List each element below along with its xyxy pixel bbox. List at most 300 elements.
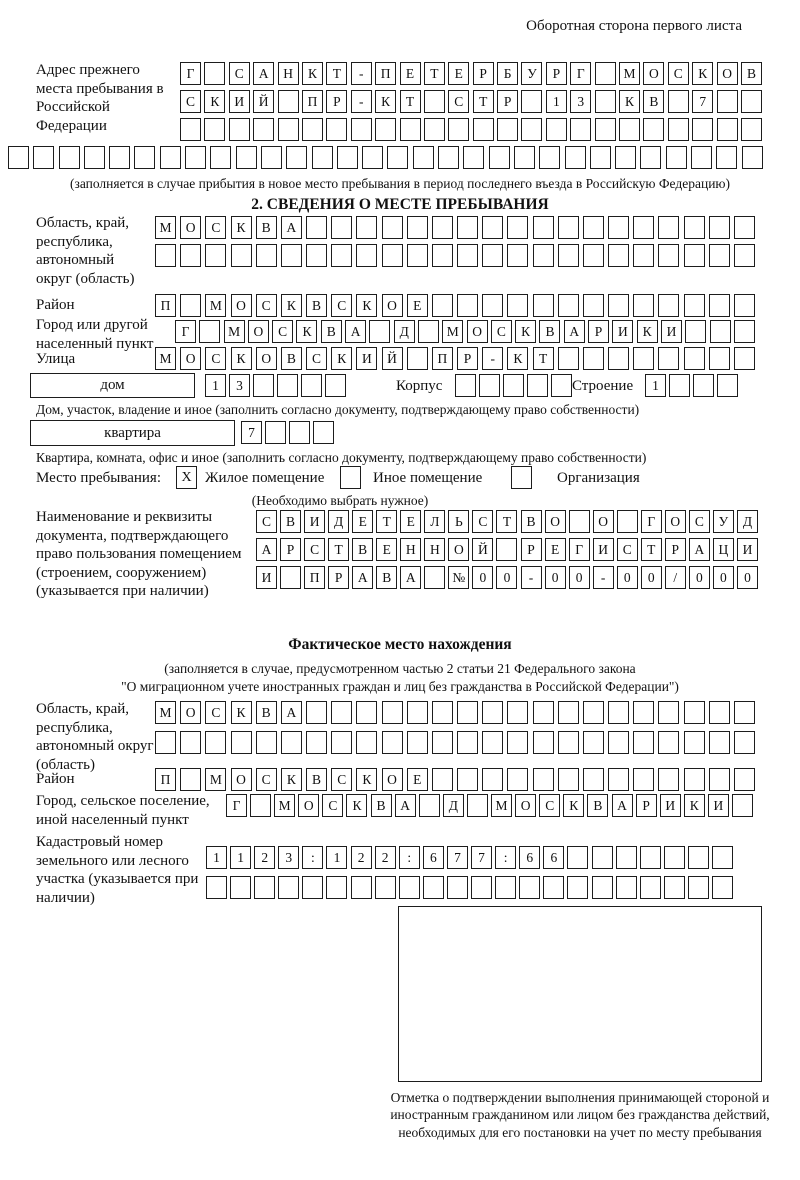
char-cell[interactable]: [664, 876, 685, 899]
char-cell[interactable]: 3: [570, 90, 591, 113]
char-cell[interactable]: [482, 701, 503, 724]
char-cell[interactable]: [204, 62, 225, 85]
char-cell[interactable]: К: [692, 62, 713, 85]
char-cell[interactable]: [608, 701, 629, 724]
char-cell[interactable]: [734, 347, 755, 370]
char-cell[interactable]: [558, 731, 579, 754]
char-cell[interactable]: С: [668, 62, 689, 85]
char-cell[interactable]: В: [521, 510, 542, 533]
char-cell[interactable]: М: [155, 347, 176, 370]
char-cell[interactable]: Е: [448, 62, 469, 85]
char-cell[interactable]: [180, 768, 201, 791]
char-cell[interactable]: [583, 294, 604, 317]
char-cell[interactable]: [432, 244, 453, 267]
char-cell[interactable]: 3: [278, 846, 299, 869]
char-cell[interactable]: [558, 216, 579, 239]
char-cell[interactable]: [684, 731, 705, 754]
char-cell[interactable]: О: [256, 347, 277, 370]
char-cell[interactable]: [407, 244, 428, 267]
char-cell[interactable]: И: [593, 538, 614, 561]
char-cell[interactable]: [407, 216, 428, 239]
char-cell[interactable]: [658, 244, 679, 267]
char-cell[interactable]: [717, 90, 738, 113]
char-cell[interactable]: [633, 768, 654, 791]
char-cell[interactable]: [658, 347, 679, 370]
char-cell[interactable]: К: [302, 62, 323, 85]
char-cell[interactable]: В: [352, 538, 373, 561]
char-cell[interactable]: 0: [617, 566, 638, 589]
char-cell[interactable]: Т: [400, 90, 421, 113]
char-cell[interactable]: [250, 794, 271, 817]
char-cell[interactable]: Д: [394, 320, 415, 343]
char-cell[interactable]: [608, 216, 629, 239]
char-cell[interactable]: [732, 794, 753, 817]
char-cell[interactable]: С: [448, 90, 469, 113]
char-cell[interactable]: [669, 374, 690, 397]
char-cell[interactable]: Р: [636, 794, 657, 817]
char-cell[interactable]: [734, 244, 755, 267]
char-cell[interactable]: 6: [543, 846, 564, 869]
char-cell[interactable]: Е: [376, 538, 397, 561]
char-cell[interactable]: [692, 118, 713, 141]
char-cell[interactable]: Е: [545, 538, 566, 561]
char-cell[interactable]: [482, 244, 503, 267]
char-cell[interactable]: [180, 731, 201, 754]
char-cell[interactable]: В: [306, 294, 327, 317]
char-cell[interactable]: М: [442, 320, 463, 343]
char-cell[interactable]: [592, 846, 613, 869]
char-cell[interactable]: [608, 347, 629, 370]
char-cell[interactable]: [712, 876, 733, 899]
char-cell[interactable]: Д: [443, 794, 464, 817]
char-cell[interactable]: [467, 794, 488, 817]
char-cell[interactable]: [619, 118, 640, 141]
char-cell[interactable]: [684, 768, 705, 791]
char-cell[interactable]: [281, 244, 302, 267]
char-cell[interactable]: 3: [229, 374, 250, 397]
char-cell[interactable]: [691, 146, 712, 169]
char-cell[interactable]: К: [356, 768, 377, 791]
char-cell[interactable]: П: [155, 294, 176, 317]
char-cell[interactable]: [734, 768, 755, 791]
char-cell[interactable]: [482, 216, 503, 239]
char-cell[interactable]: [507, 244, 528, 267]
char-cell[interactable]: [204, 118, 225, 141]
char-cell[interactable]: [519, 876, 540, 899]
char-cell[interactable]: В: [587, 794, 608, 817]
char-cell[interactable]: [424, 566, 445, 589]
char-cell[interactable]: [717, 118, 738, 141]
char-cell[interactable]: [616, 876, 637, 899]
char-cell[interactable]: Н: [278, 62, 299, 85]
char-cell[interactable]: [569, 510, 590, 533]
char-cell[interactable]: [558, 294, 579, 317]
char-cell[interactable]: И: [229, 90, 250, 113]
char-cell[interactable]: [633, 347, 654, 370]
char-cell[interactable]: [668, 90, 689, 113]
char-cell[interactable]: П: [304, 566, 325, 589]
char-cell[interactable]: П: [302, 90, 323, 113]
char-cell[interactable]: [527, 374, 548, 397]
char-cell[interactable]: [432, 294, 453, 317]
char-cell[interactable]: [710, 320, 731, 343]
char-cell[interactable]: С: [304, 538, 325, 561]
char-cell[interactable]: [734, 320, 755, 343]
char-cell[interactable]: К: [204, 90, 225, 113]
char-cell[interactable]: [709, 244, 730, 267]
char-cell[interactable]: [59, 146, 80, 169]
char-cell[interactable]: [362, 146, 383, 169]
char-cell[interactable]: О: [593, 510, 614, 533]
char-cell[interactable]: [253, 374, 274, 397]
char-cell[interactable]: [741, 118, 762, 141]
char-cell[interactable]: [658, 731, 679, 754]
char-cell[interactable]: К: [619, 90, 640, 113]
char-cell[interactable]: [206, 876, 227, 899]
char-cell[interactable]: [640, 146, 661, 169]
char-cell[interactable]: [633, 216, 654, 239]
char-cell[interactable]: Р: [546, 62, 567, 85]
char-cell[interactable]: С: [539, 794, 560, 817]
char-cell[interactable]: [471, 876, 492, 899]
char-cell[interactable]: [615, 146, 636, 169]
char-cell[interactable]: [595, 62, 616, 85]
char-cell[interactable]: [337, 146, 358, 169]
char-cell[interactable]: [400, 118, 421, 141]
char-cell[interactable]: Е: [400, 510, 421, 533]
char-cell[interactable]: С: [322, 794, 343, 817]
char-cell[interactable]: О: [180, 216, 201, 239]
char-cell[interactable]: Ь: [448, 510, 469, 533]
char-cell[interactable]: [734, 731, 755, 754]
char-cell[interactable]: В: [256, 216, 277, 239]
char-cell[interactable]: №: [448, 566, 469, 589]
char-cell[interactable]: [558, 768, 579, 791]
char-cell[interactable]: [277, 374, 298, 397]
char-cell[interactable]: П: [432, 347, 453, 370]
char-cell[interactable]: А: [256, 538, 277, 561]
char-cell[interactable]: [457, 768, 478, 791]
char-cell[interactable]: [658, 216, 679, 239]
char-cell[interactable]: К: [231, 216, 252, 239]
char-cell[interactable]: [419, 794, 440, 817]
char-cell[interactable]: [306, 731, 327, 754]
char-cell[interactable]: 1: [230, 846, 251, 869]
char-cell[interactable]: [326, 118, 347, 141]
char-cell[interactable]: К: [356, 294, 377, 317]
char-cell[interactable]: [306, 216, 327, 239]
char-cell[interactable]: Г: [641, 510, 662, 533]
char-cell[interactable]: [608, 768, 629, 791]
char-cell[interactable]: [583, 701, 604, 724]
char-cell[interactable]: А: [281, 216, 302, 239]
char-cell[interactable]: И: [356, 347, 377, 370]
char-cell[interactable]: [640, 876, 661, 899]
char-cell[interactable]: О: [382, 294, 403, 317]
char-cell[interactable]: [688, 876, 709, 899]
char-cell[interactable]: Р: [280, 538, 301, 561]
char-cell[interactable]: [185, 146, 206, 169]
char-cell[interactable]: [399, 876, 420, 899]
char-cell[interactable]: [356, 731, 377, 754]
char-cell[interactable]: [643, 118, 664, 141]
char-cell[interactable]: А: [352, 566, 373, 589]
char-cell[interactable]: /: [665, 566, 686, 589]
char-cell[interactable]: [306, 244, 327, 267]
char-cell[interactable]: -: [482, 347, 503, 370]
char-cell[interactable]: [448, 118, 469, 141]
char-cell[interactable]: Н: [400, 538, 421, 561]
char-cell[interactable]: Е: [352, 510, 373, 533]
char-cell[interactable]: С: [229, 62, 250, 85]
char-cell[interactable]: Р: [457, 347, 478, 370]
char-cell[interactable]: [592, 876, 613, 899]
char-cell[interactable]: Г: [570, 62, 591, 85]
char-cell[interactable]: 2: [351, 846, 372, 869]
char-cell[interactable]: [278, 118, 299, 141]
char-cell[interactable]: С: [205, 347, 226, 370]
char-cell[interactable]: К: [281, 294, 302, 317]
char-cell[interactable]: [709, 701, 730, 724]
char-cell[interactable]: К: [375, 90, 396, 113]
char-cell[interactable]: [254, 876, 275, 899]
char-cell[interactable]: А: [281, 701, 302, 724]
char-cell[interactable]: О: [180, 347, 201, 370]
char-cell[interactable]: [302, 876, 323, 899]
char-cell[interactable]: [205, 731, 226, 754]
char-cell[interactable]: С: [256, 768, 277, 791]
char-cell[interactable]: [424, 118, 445, 141]
char-cell[interactable]: [688, 846, 709, 869]
char-cell[interactable]: [539, 146, 560, 169]
char-cell[interactable]: [286, 146, 307, 169]
char-cell[interactable]: Г: [226, 794, 247, 817]
char-cell[interactable]: [507, 701, 528, 724]
char-cell[interactable]: И: [612, 320, 633, 343]
char-cell[interactable]: [424, 90, 445, 113]
char-cell[interactable]: С: [491, 320, 512, 343]
char-cell[interactable]: [407, 731, 428, 754]
char-cell[interactable]: 0: [472, 566, 493, 589]
char-cell[interactable]: И: [737, 538, 758, 561]
char-cell[interactable]: -: [593, 566, 614, 589]
char-cell[interactable]: [278, 90, 299, 113]
char-cell[interactable]: М: [205, 768, 226, 791]
char-cell[interactable]: -: [351, 62, 372, 85]
char-cell[interactable]: Т: [328, 538, 349, 561]
char-cell[interactable]: Т: [424, 62, 445, 85]
char-cell[interactable]: [33, 146, 54, 169]
char-cell[interactable]: [302, 118, 323, 141]
char-cell[interactable]: [608, 294, 629, 317]
char-cell[interactable]: [608, 244, 629, 267]
char-cell[interactable]: [180, 118, 201, 141]
char-cell[interactable]: Р: [473, 62, 494, 85]
char-cell[interactable]: И: [256, 566, 277, 589]
char-cell[interactable]: [617, 510, 638, 533]
char-cell[interactable]: [280, 566, 301, 589]
char-cell[interactable]: [230, 876, 251, 899]
char-cell[interactable]: [583, 768, 604, 791]
char-cell[interactable]: П: [155, 768, 176, 791]
char-cell[interactable]: [633, 701, 654, 724]
char-cell[interactable]: О: [665, 510, 686, 533]
char-cell[interactable]: [457, 731, 478, 754]
char-cell[interactable]: [658, 294, 679, 317]
char-cell[interactable]: [438, 146, 459, 169]
char-cell[interactable]: Т: [326, 62, 347, 85]
char-cell[interactable]: [457, 701, 478, 724]
char-cell[interactable]: [231, 731, 252, 754]
char-cell[interactable]: У: [521, 62, 542, 85]
char-cell[interactable]: О: [248, 320, 269, 343]
char-cell[interactable]: [558, 347, 579, 370]
char-cell[interactable]: А: [612, 794, 633, 817]
char-cell[interactable]: [479, 374, 500, 397]
char-cell[interactable]: [155, 731, 176, 754]
char-cell[interactable]: К: [563, 794, 584, 817]
char-cell[interactable]: [684, 701, 705, 724]
char-cell[interactable]: Т: [641, 538, 662, 561]
char-cell[interactable]: К: [507, 347, 528, 370]
char-cell[interactable]: О: [231, 294, 252, 317]
char-cell[interactable]: [583, 216, 604, 239]
char-cell[interactable]: [432, 768, 453, 791]
char-cell[interactable]: [734, 701, 755, 724]
char-cell[interactable]: [693, 374, 714, 397]
char-cell[interactable]: [666, 146, 687, 169]
char-cell[interactable]: М: [155, 216, 176, 239]
char-cell[interactable]: [306, 701, 327, 724]
char-cell[interactable]: С: [306, 347, 327, 370]
char-cell[interactable]: 7: [692, 90, 713, 113]
char-cell[interactable]: С: [472, 510, 493, 533]
char-cell[interactable]: 2: [375, 846, 396, 869]
char-cell[interactable]: [664, 846, 685, 869]
char-cell[interactable]: [685, 320, 706, 343]
char-cell[interactable]: Р: [521, 538, 542, 561]
char-cell[interactable]: [684, 294, 705, 317]
char-cell[interactable]: [375, 118, 396, 141]
char-cell[interactable]: М: [205, 294, 226, 317]
char-cell[interactable]: Й: [253, 90, 274, 113]
char-cell[interactable]: [457, 294, 478, 317]
char-cell[interactable]: [229, 118, 250, 141]
char-cell[interactable]: В: [256, 701, 277, 724]
char-cell[interactable]: Т: [533, 347, 554, 370]
char-cell[interactable]: 7: [447, 846, 468, 869]
char-cell[interactable]: [331, 731, 352, 754]
char-cell[interactable]: [265, 421, 286, 444]
char-cell[interactable]: [256, 731, 277, 754]
char-cell[interactable]: М: [619, 62, 640, 85]
char-cell[interactable]: [583, 244, 604, 267]
char-cell[interactable]: Н: [424, 538, 445, 561]
char-cell[interactable]: Г: [180, 62, 201, 85]
char-cell[interactable]: [351, 876, 372, 899]
char-cell[interactable]: [432, 731, 453, 754]
char-cell[interactable]: 1: [546, 90, 567, 113]
char-cell[interactable]: К: [684, 794, 705, 817]
char-cell[interactable]: [608, 731, 629, 754]
char-cell[interactable]: 1: [205, 374, 226, 397]
char-cell[interactable]: [503, 374, 524, 397]
char-cell[interactable]: [356, 244, 377, 267]
char-cell[interactable]: 1: [206, 846, 227, 869]
char-cell[interactable]: М: [224, 320, 245, 343]
char-cell[interactable]: [495, 876, 516, 899]
char-cell[interactable]: [210, 146, 231, 169]
char-cell[interactable]: [543, 876, 564, 899]
char-cell[interactable]: В: [539, 320, 560, 343]
char-cell[interactable]: К: [231, 347, 252, 370]
char-cell[interactable]: С: [205, 216, 226, 239]
char-cell[interactable]: О: [448, 538, 469, 561]
char-cell[interactable]: Й: [472, 538, 493, 561]
char-cell[interactable]: [407, 701, 428, 724]
char-cell[interactable]: А: [689, 538, 710, 561]
char-cell[interactable]: Т: [496, 510, 517, 533]
char-cell[interactable]: [567, 876, 588, 899]
char-cell[interactable]: -: [521, 566, 542, 589]
char-cell[interactable]: [741, 90, 762, 113]
char-cell[interactable]: [387, 146, 408, 169]
char-cell[interactable]: :: [399, 846, 420, 869]
char-cell[interactable]: А: [564, 320, 585, 343]
char-cell[interactable]: Р: [497, 90, 518, 113]
char-cell[interactable]: [546, 118, 567, 141]
char-cell[interactable]: [236, 146, 257, 169]
char-cell[interactable]: [351, 118, 372, 141]
char-cell[interactable]: [482, 768, 503, 791]
char-cell[interactable]: [375, 876, 396, 899]
char-cell[interactable]: [413, 146, 434, 169]
char-cell[interactable]: С: [256, 294, 277, 317]
char-cell[interactable]: Р: [328, 566, 349, 589]
char-cell[interactable]: [407, 347, 428, 370]
char-cell[interactable]: К: [331, 347, 352, 370]
char-cell[interactable]: С: [205, 701, 226, 724]
char-cell[interactable]: 0: [569, 566, 590, 589]
char-cell[interactable]: С: [331, 294, 352, 317]
char-cell[interactable]: 0: [496, 566, 517, 589]
char-cell[interactable]: [551, 374, 572, 397]
char-cell[interactable]: [313, 421, 334, 444]
char-cell[interactable]: [199, 320, 220, 343]
char-cell[interactable]: [289, 421, 310, 444]
char-cell[interactable]: Т: [473, 90, 494, 113]
char-cell[interactable]: [717, 374, 738, 397]
char-cell[interactable]: [709, 294, 730, 317]
char-cell[interactable]: Р: [665, 538, 686, 561]
char-cell[interactable]: О: [231, 768, 252, 791]
char-cell[interactable]: 2: [254, 846, 275, 869]
char-cell[interactable]: [432, 216, 453, 239]
char-cell[interactable]: 6: [423, 846, 444, 869]
char-cell[interactable]: [447, 876, 468, 899]
char-cell[interactable]: [595, 118, 616, 141]
char-cell[interactable]: Р: [588, 320, 609, 343]
apartment-designation-box[interactable]: квартира: [30, 420, 235, 446]
char-cell[interactable]: [734, 216, 755, 239]
char-cell[interactable]: [558, 244, 579, 267]
char-cell[interactable]: О: [382, 768, 403, 791]
char-cell[interactable]: [382, 731, 403, 754]
char-cell[interactable]: [533, 244, 554, 267]
char-cell[interactable]: В: [321, 320, 342, 343]
char-cell[interactable]: [709, 347, 730, 370]
char-cell[interactable]: 6: [519, 846, 540, 869]
